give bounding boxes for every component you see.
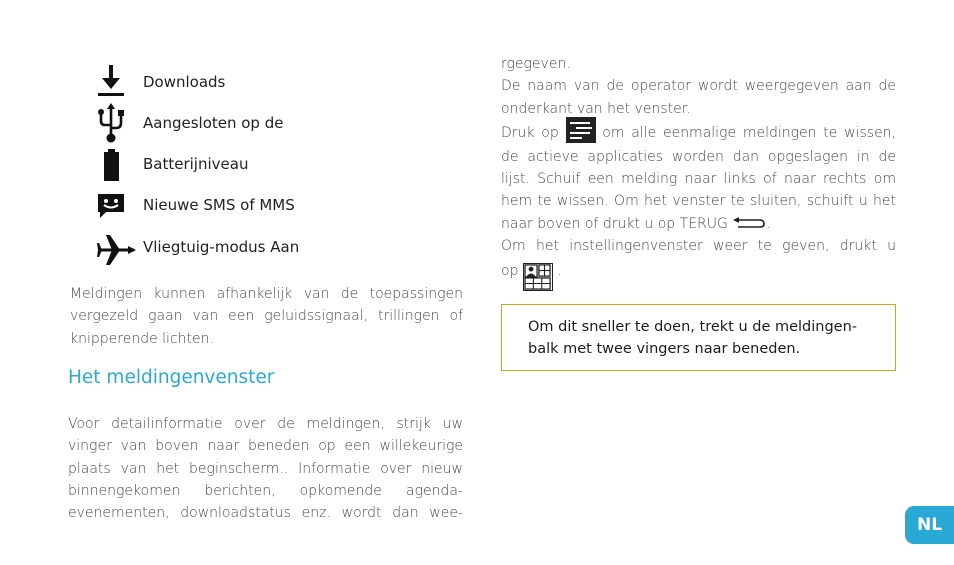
status-label: Vliegtuig-modus Aan — [143, 238, 300, 256]
status-icon-list — [96, 62, 476, 267]
text-fragment: . — [557, 263, 562, 280]
tip-box — [501, 304, 896, 371]
battery-icon — [96, 149, 126, 183]
text-line: plaats van het beginscherm.. Informatie over nieuw — [68, 460, 463, 477]
right-column-text — [501, 53, 896, 285]
settings-panel-icon — [523, 263, 553, 291]
status-label: Downloads — [143, 73, 226, 91]
status-label: Batterijniveau — [143, 155, 249, 173]
section-heading: Het meldingenvenster — [68, 367, 275, 388]
text-line: hem te wissen. Om het venster te sluiten, schuift u het — [501, 193, 896, 210]
text-line: Voor detailinformatie over de meldingen, strijk uw — [68, 416, 463, 432]
notification-panel-paragraph — [68, 413, 463, 524]
text-line: Meldingen kunnen afhankelijk van de toepassingen — [70, 286, 463, 302]
text-line: vinger van boven naar beneden op een willekeurige — [68, 438, 463, 455]
sms-icon — [96, 192, 126, 226]
text-line: binnengekomen berichten, opkomende agenda- — [68, 482, 463, 499]
tip-text — [528, 317, 857, 360]
language-badge: NL — [905, 506, 954, 544]
text-line: knipperende lichten. — [70, 330, 214, 347]
status-row-battery — [96, 144, 476, 185]
text-fragment: om alle eenmalige meldingen te wissen, — [602, 124, 896, 141]
back-icon — [732, 217, 766, 229]
status-label: Aangesloten op de — [143, 114, 284, 132]
text-fragment: Druk op — [501, 124, 559, 141]
text-line: vergezeld gaan van een geluidssignaal, trillingen of — [70, 308, 463, 325]
notifications-paragraph — [70, 283, 463, 350]
text-line-settings — [501, 257, 896, 285]
status-row-downloads — [96, 62, 476, 103]
usb-icon — [96, 103, 126, 143]
airplane-icon — [96, 233, 136, 267]
status-label: Nieuwe SMS of MMS — [143, 196, 295, 214]
text-line: de actieve applicaties worden dan opgeslagen in de — [501, 148, 896, 165]
text-line: Om het instellingenvenster weer te geven, drukt u — [501, 238, 896, 255]
tip-line: balk met twee vingers naar beneden. — [528, 340, 801, 357]
text-line: rgegeven. — [501, 56, 571, 72]
status-row-sms — [96, 185, 476, 226]
status-row-airplane — [96, 226, 476, 267]
text-fragment: . — [766, 215, 771, 232]
text-line: onderkant van het venster. — [501, 100, 691, 117]
status-row-usb — [96, 103, 476, 144]
text-line: lijst. Schuif een melding naar links of naar rechts om — [501, 171, 896, 188]
text-line-clear — [501, 120, 896, 146]
text-fragment: naar boven of drukt u op TERUG — [501, 215, 728, 232]
text-line-back — [501, 213, 896, 235]
clear-notifications-icon — [566, 117, 596, 143]
download-icon — [96, 64, 126, 98]
text-line: evenementen, downloadstatus enz. wordt dan wee- — [68, 505, 463, 522]
text-line: De naam van de operator wordt weergegeven aan de — [501, 78, 896, 95]
tip-line: Om dit sneller te doen, trekt u de meldingen- — [528, 319, 858, 335]
text-fragment: op — [501, 263, 519, 280]
